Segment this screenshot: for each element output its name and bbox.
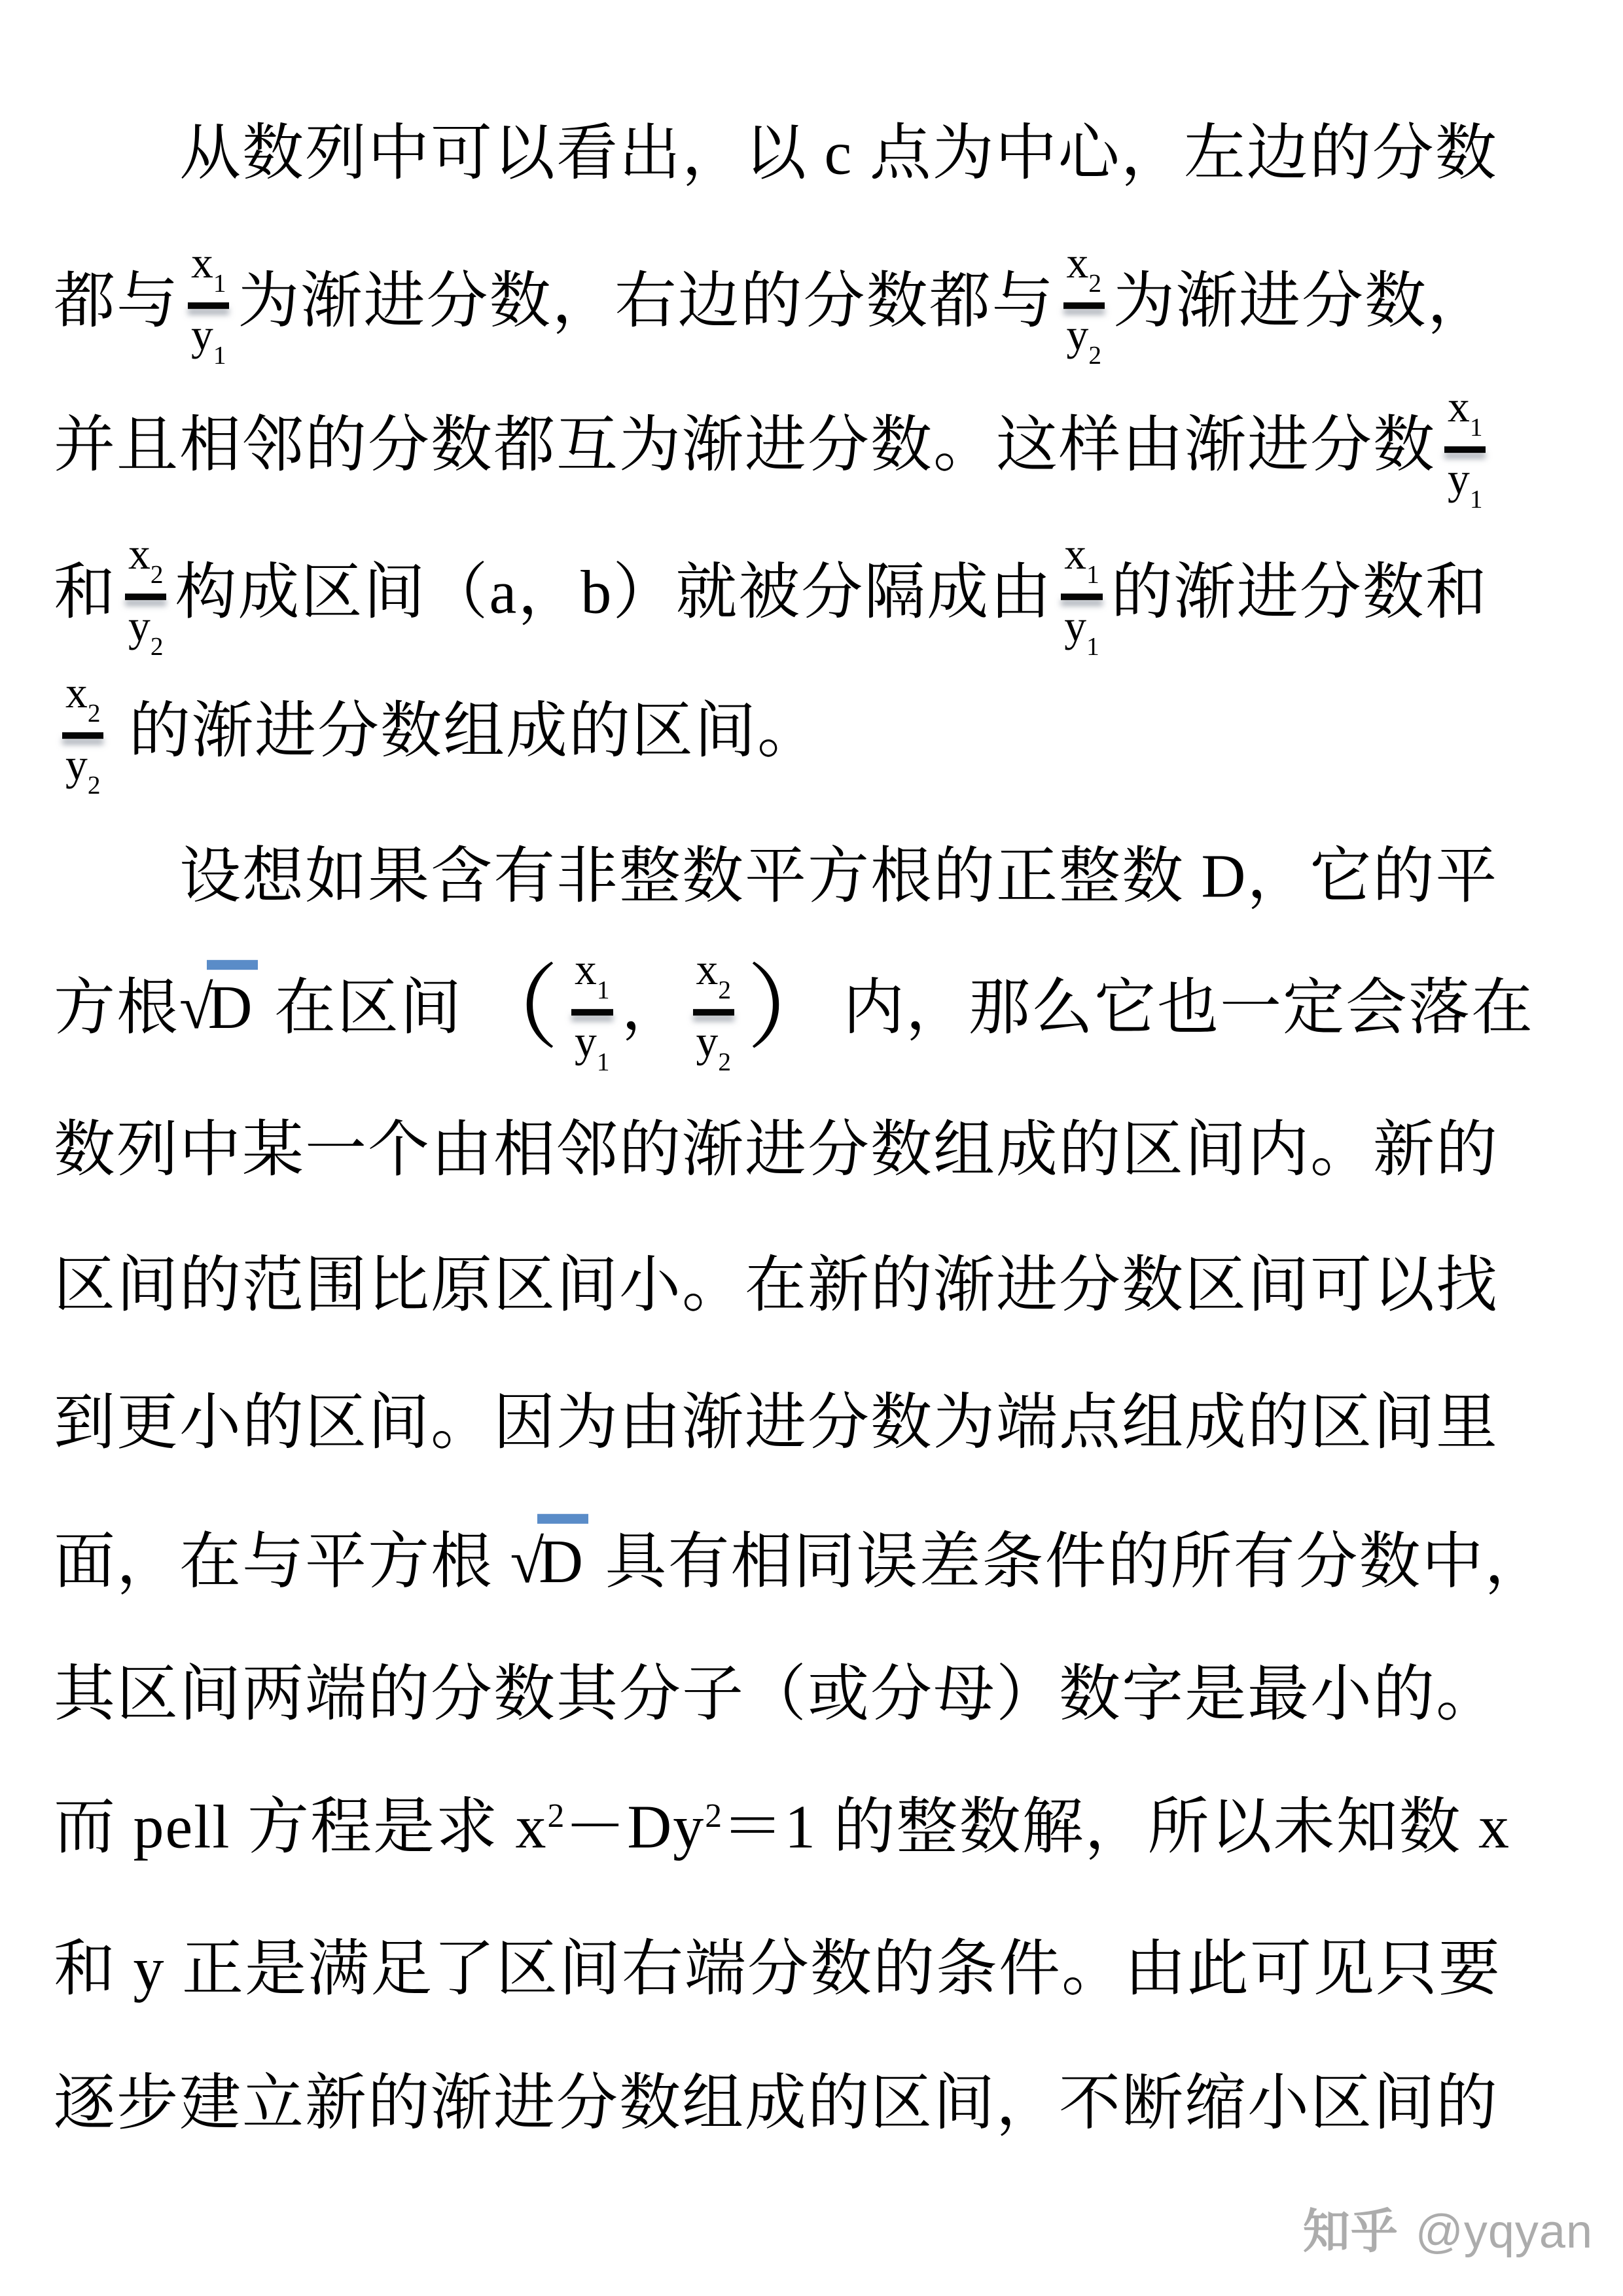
numerator-subscript: 1 <box>1086 560 1099 589</box>
numerator-subscript: 2 <box>150 560 164 589</box>
fraction-denominator: $y_2$ <box>1066 310 1101 370</box>
text-line-12 <box>54 1656 1572 1733</box>
numerator-subscript: 2 <box>1088 269 1101 298</box>
denominator-subscript: 1 <box>596 1048 610 1076</box>
denominator-subscript: 2 <box>1088 341 1101 370</box>
fraction-numerator: $x_1$ <box>575 945 610 1004</box>
fraction <box>571 945 613 1076</box>
text-line-7 <box>54 945 1572 1077</box>
text-run: 设想如果含有非整数平方根的正整数 D，它的平 <box>179 842 1499 911</box>
text-run: 从数列中可以看出，以 c 点为中心，左边的分数 <box>179 119 1498 188</box>
text-run: 到更小的区间。因为由渐进分数为端点组成的区间里 <box>54 1388 1499 1457</box>
fraction-bar <box>1444 446 1486 453</box>
fraction-denominator: $y_1$ <box>1448 454 1483 514</box>
text-run: 逐步建立新的渐进分数组成的区间，不断缩小区间的 <box>54 2069 1499 2138</box>
fraction-denominator: $y_1$ <box>575 1017 610 1076</box>
sqrt-radicand: D <box>537 1514 588 1601</box>
numerator-subscript: 1 <box>213 269 226 298</box>
text-line-8 <box>54 1112 1572 1189</box>
watermark <box>1303 2193 1593 2261</box>
big-parenthesis: （ <box>467 957 560 1060</box>
fraction-numerator: $x_1$ <box>1064 529 1099 589</box>
fraction-bar <box>62 732 103 739</box>
sqrt-expression <box>179 961 257 1048</box>
text-run: 并且相邻的分数都互为渐进分数。这样由渐进分数 <box>54 411 1436 480</box>
fraction <box>124 529 167 661</box>
fraction-denominator: $y_2$ <box>128 601 164 661</box>
text-run: 其区间两端的分数其分子（或分母）数字是最小的。 <box>54 1660 1499 1729</box>
text-line-3 <box>54 382 1572 514</box>
text-run: 的渐进分数和 <box>1111 558 1488 627</box>
fraction-bar <box>571 1009 613 1016</box>
text-run: －Dy <box>564 1793 705 1862</box>
sqrt-expression <box>510 1514 588 1601</box>
fraction-bar <box>188 302 229 309</box>
text-line-14 <box>54 1931 1572 2008</box>
numerator-subscript: 1 <box>1469 413 1483 442</box>
superscript: 2 <box>705 1797 722 1835</box>
fraction-denominator: $y_2$ <box>696 1017 731 1076</box>
text-run: 和 <box>54 558 117 627</box>
text-run: 数列中某一个由相邻的渐进分数组成的区间内。新的 <box>54 1116 1499 1184</box>
watermark-site: 知乎 <box>1302 2206 1399 2258</box>
text-run: 方根 <box>54 974 180 1042</box>
watermark-handle: @yqyan <box>1415 2206 1593 2258</box>
numerator-subscript: 1 <box>596 976 610 1004</box>
text-line-15 <box>54 2065 1572 2142</box>
text-run: ＝1 的整数解，所以未知数 x <box>722 1793 1511 1862</box>
text-line-13 <box>54 1789 1572 1866</box>
superscript: 2 <box>547 1797 565 1835</box>
text-line-10 <box>54 1385 1572 1462</box>
fraction-numerator: $x_2$ <box>65 668 101 728</box>
fraction-denominator: $y_1$ <box>1064 601 1099 661</box>
fraction-numerator: $x_1$ <box>191 238 226 298</box>
text-run: 为渐进分数，右边的分数都与 <box>238 267 1055 336</box>
text-line-6 <box>54 838 1623 915</box>
fraction-bar <box>125 593 166 600</box>
text-run: 而 pell 方程是求 x <box>54 1793 548 1862</box>
denominator-subscript: 1 <box>1086 632 1099 661</box>
text-line-9 <box>54 1247 1572 1324</box>
numerator-subscript: 2 <box>87 699 101 728</box>
text-line-11 <box>54 1514 1572 1601</box>
fraction-numerator: $x_2$ <box>128 529 164 589</box>
text-line-1 <box>54 115 1623 192</box>
text-run: 面，在与平方根 <box>54 1527 510 1596</box>
fraction-numerator: $x_2$ <box>696 945 731 1004</box>
numerator-subscript: 2 <box>718 976 731 1004</box>
fraction-bar <box>1063 302 1105 309</box>
fraction-numerator: $x_2$ <box>1066 238 1101 298</box>
denominator-subscript: 2 <box>718 1048 731 1076</box>
fraction <box>1060 529 1103 661</box>
fraction-numerator: $x_1$ <box>1448 382 1483 442</box>
fraction-denominator: $y_2$ <box>65 740 101 800</box>
text-run: 区间的范围比原区间小。在新的渐进分数区间可以找 <box>54 1251 1499 1320</box>
text-run: 为渐进分数， <box>1113 267 1490 336</box>
radical-sign: √ <box>510 1527 544 1596</box>
text-run: ， <box>621 974 685 1042</box>
text-run: 具有相同误差条件的所有分数中， <box>588 1527 1548 1596</box>
big-parenthesis: ） <box>746 957 839 1060</box>
fraction <box>1063 238 1105 370</box>
radical-sign: √ <box>179 974 213 1042</box>
text-run: 的渐进分数组成的区间。 <box>112 697 820 766</box>
text-run: 构成区间（a，b）就被分隔成由 <box>175 558 1053 627</box>
text-run: 内，那么它也一定会落在 <box>843 974 1535 1042</box>
fraction-bar <box>693 1009 734 1016</box>
text-line-5 <box>54 668 1572 800</box>
fraction <box>692 945 735 1076</box>
denominator-subscript: 2 <box>87 771 101 800</box>
text-line-2 <box>54 238 1572 370</box>
fraction-bar <box>1061 593 1102 600</box>
denominator-subscript: 1 <box>1469 485 1483 514</box>
text-run: 在区间 <box>257 974 463 1042</box>
text-run: 和 y 正是满足了区间右端分数的条件。由此可见只要 <box>54 1935 1502 2004</box>
sqrt-radicand: D <box>207 961 258 1048</box>
text-line-4 <box>54 529 1572 662</box>
fraction-denominator: $y_1$ <box>191 310 226 370</box>
text-run: 都与 <box>54 267 180 336</box>
denominator-subscript: 2 <box>150 632 164 661</box>
denominator-subscript: 1 <box>213 341 226 370</box>
fraction <box>62 668 104 800</box>
fraction <box>1444 382 1486 514</box>
fraction <box>187 238 230 370</box>
